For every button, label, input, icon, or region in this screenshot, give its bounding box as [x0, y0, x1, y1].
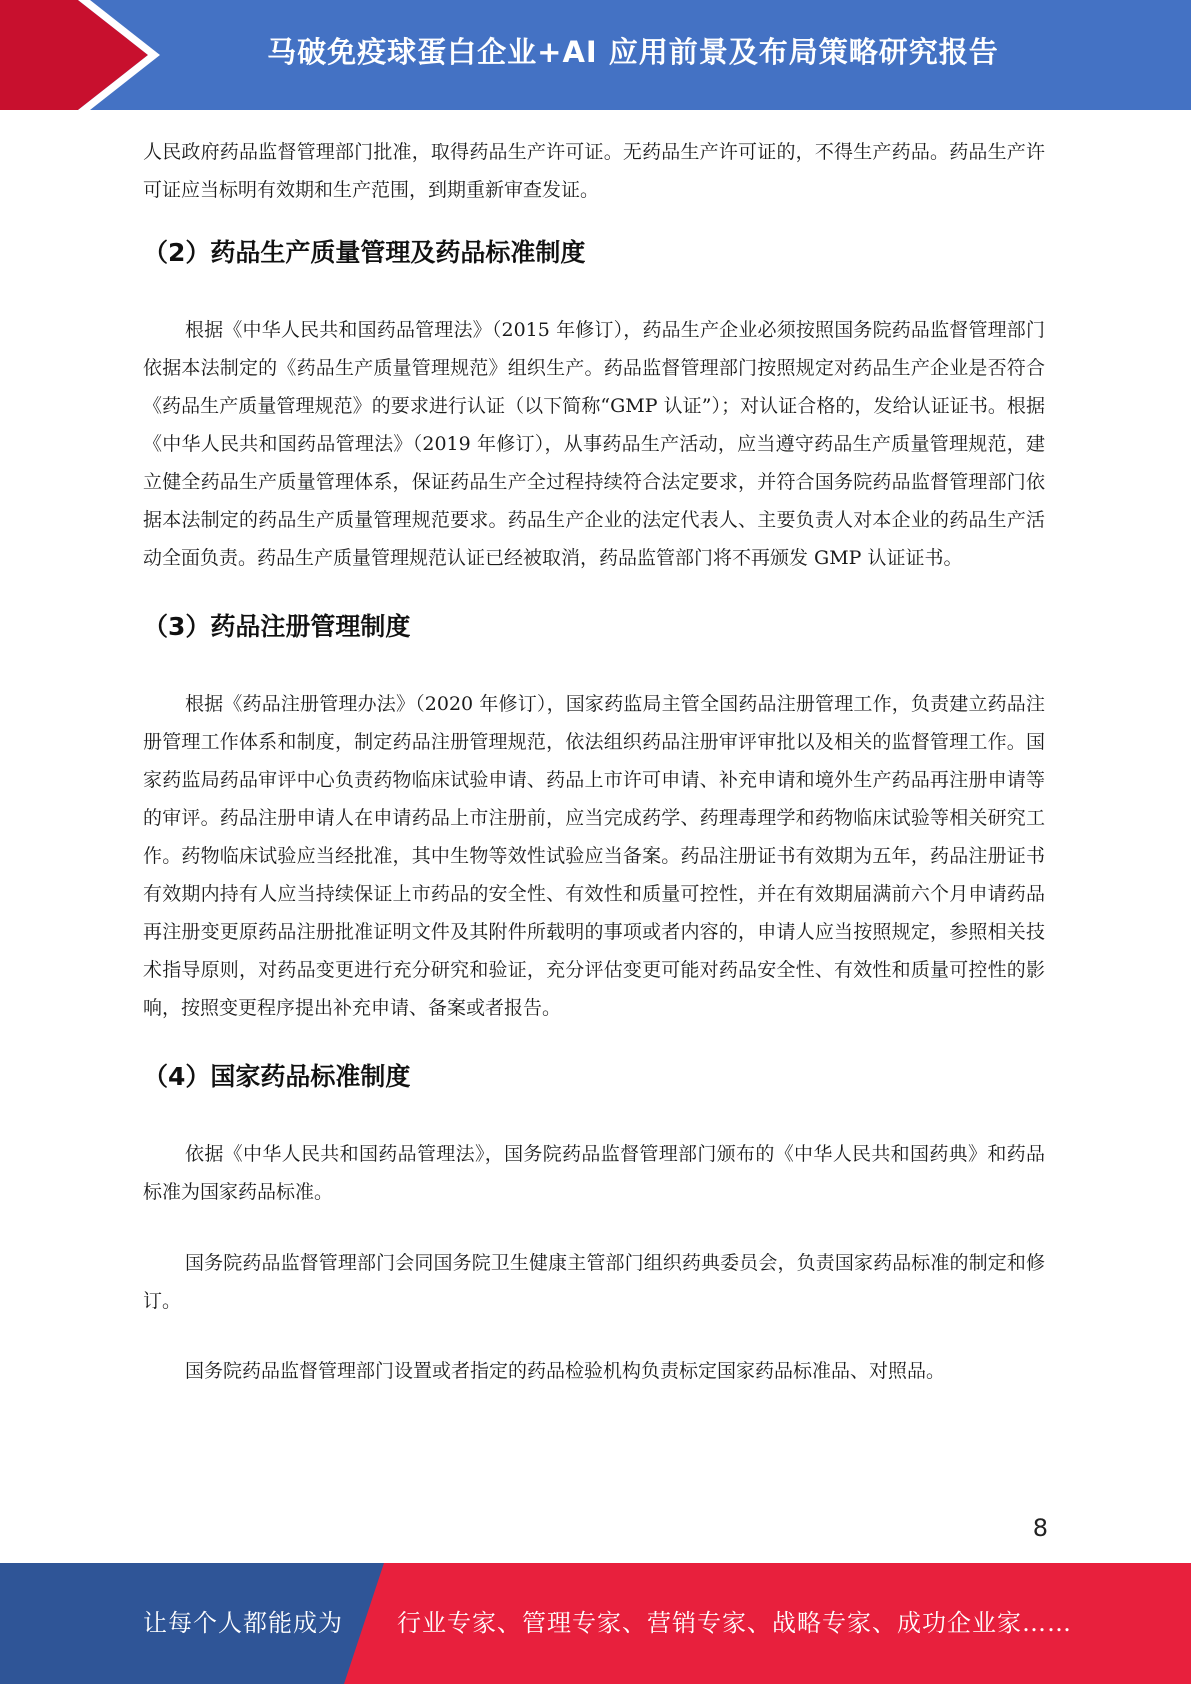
footer-slogan-right: 行业专家、管理专家、营销专家、战略专家、成功企业家…… — [397, 1609, 1072, 1637]
section-3-paragraph: 根据《药品注册管理办法》（2020 年修订），国家药监局主管全国药品注册管理工作，负责建立药品注册管理工作体系和制度，制定药品注册管理规范，依法组织药品注册审评审批以及相关的监督管理工作。国家药监局药品审评中心负责药物临床试验申请、药品上市许可申请、补充申请和境外生产药品再注册申请等的审评。药品注册申请人在申请药品上市注册前，应当完成药学、药理毒理学和药物临床试验等相关研究工作。药物临床试验应当经批准，其中生物等效性试验应当备案。药品注册证书有效期为五年，药品注册证书有效期内持有人应当持续保证上市药品的安全性、有效性和质量可控性，并在有效期届满前六个月申请药品再注册变更原药品注册批准证明文件及其附件所载明的事项或者内容的，申请人应当按照规定，参照相关技术指导原则，对药品变更进行充分研究和验证，充分评估变更可能对药品安全性、有效性和质量可控性的影响，按照变更程序提出补充申请、备案或者报告。 — [143, 693, 1045, 1019]
header-banner — [0, 0, 1191, 110]
section-4-paragraph-3: 国务院药品监督管理部门设置或者指定的药品检验机构负责标定国家药品标准品、对照品。 — [185, 1360, 946, 1382]
section-heading-2: （2）药品生产质量管理及药品标准制度 — [143, 238, 586, 267]
section-4-paragraph-2: 国务院药品监督管理部门会同国务院卫生健康主管部门组织药典委员会，负责国家药品标准的制定和修订。 — [143, 1252, 1045, 1312]
footer-banner — [0, 1563, 1191, 1684]
section-heading-3: （3）药品注册管理制度 — [143, 612, 411, 641]
footer-slogan-left: 让每个人都能成为 — [143, 1609, 343, 1637]
intro-paragraph: 人民政府药品监督管理部门批准，取得药品生产许可证。无药品生产许可证的，不得生产药品。药品生产许可证应当标明有效期和生产范围，到期重新审查发证。 — [143, 141, 1045, 201]
section-4-paragraph-1: 依据《中华人民共和国药品管理法》，国务院药品监督管理部门颁布的《中华人民共和国药典》和药品标准为国家药品标准。 — [143, 1143, 1045, 1203]
section-heading-4: （4）国家药品标准制度 — [143, 1062, 411, 1091]
section-2-paragraph: 根据《中华人民共和国药品管理法》（2015 年修订），药品生产企业必须按照国务院药品监督管理部门依据本法制定的《药品生产质量管理规范》组织生产。药品监督管理部门按照规定对药品生产企业是否符合《药品生产质量管理规范》的要求进行认证（以下简称“GMP 认证”）；对认证合格的，发给认证证书。根据《中华人民共和国药品管理法》（2019 年修订），从事药品生产活动，应当遵守药品生产质量管理规范，建立健全药品生产质量管理体系，保证药品生产全过程持续符合法定要求，并符合国务院药品监督管理部门依据本法制定的药品生产质量管理规范要求。药品生产企业的法定代表人、主要负责人对本企业的药品生产活动全面负责。药品生产质量管理规范认证已经被取消，药品监管部门将不再颁发 GMP 认证证书。 — [143, 319, 1045, 569]
report-title: 马破免疫球蛋白企业+AI 应用前景及布局策略研究报告 — [267, 35, 999, 69]
page-number: 8 — [1032, 1514, 1048, 1542]
document-body — [143, 133, 1045, 1390]
